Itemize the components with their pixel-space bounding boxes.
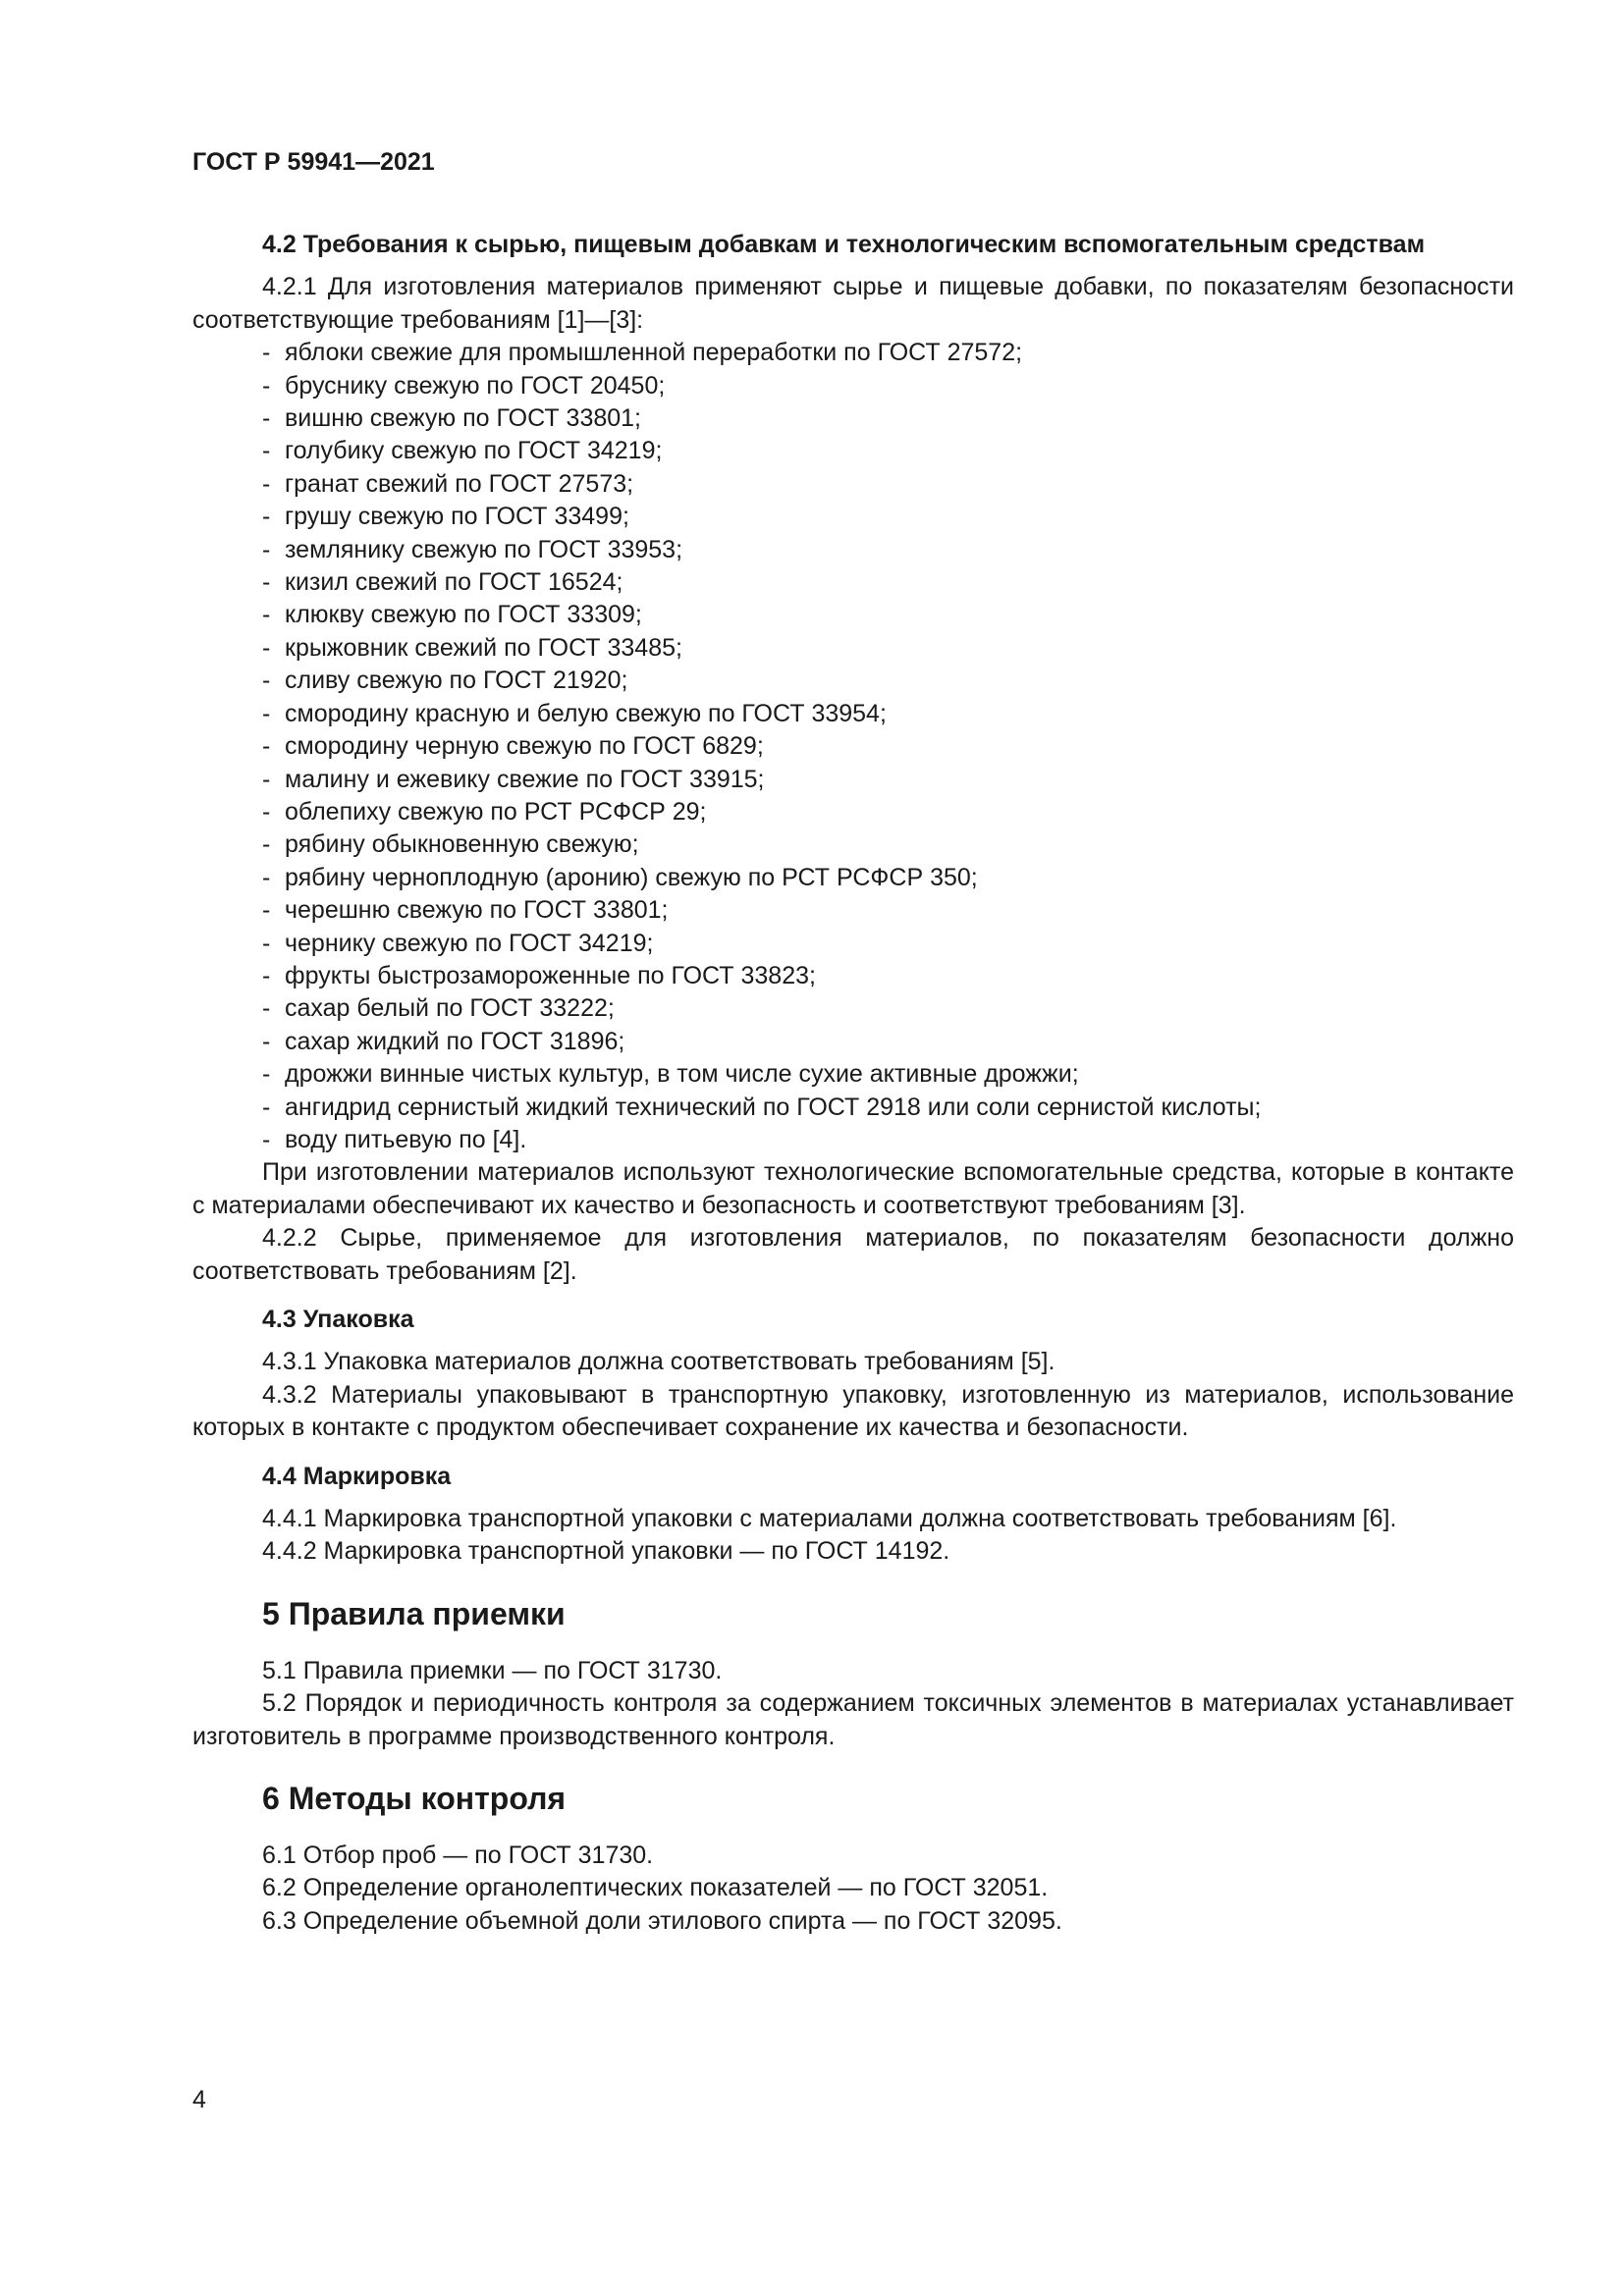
list-bullet: - bbox=[262, 797, 271, 826]
list-item bbox=[192, 501, 1514, 533]
list-bullet: - bbox=[262, 601, 271, 629]
list-bullet: - bbox=[262, 568, 271, 597]
list-item-text: сахар белый по ГОСТ 33222; bbox=[285, 994, 615, 1023]
list-item-text: малину и ежевику свежие по ГОСТ 33915; bbox=[285, 765, 765, 793]
list-item-text: ангидрид сернистый жидкий технический по ГОСТ 2918 или соли сернистой кислоты; bbox=[285, 1093, 1262, 1121]
list-item-text: грушу свежую по ГОСТ 33499; bbox=[285, 503, 629, 531]
list-bullet: - bbox=[262, 830, 271, 859]
list-bullet: - bbox=[262, 1125, 271, 1153]
list-item-text: рябину черноплодную (аронию) свежую по РСТ РСФСР 350; bbox=[285, 863, 978, 891]
list-item-text: яблоки свежие для промышленной переработки по ГОСТ 27572; bbox=[285, 339, 1023, 367]
list-item-text: фрукты быстрозамороженные по ГОСТ 33823; bbox=[285, 961, 816, 989]
list-bullet: - bbox=[262, 863, 271, 891]
list-item bbox=[192, 992, 1514, 1025]
list-item bbox=[192, 566, 1514, 599]
paragraph-4-3-2: 4.3.2 Материалы упаковывают в транспортную упаковку, изготовленную из материалов, использование которых в контакте с продуктом обеспечивает сохранение их качества и безопасности. bbox=[192, 1380, 1514, 1442]
paragraph-5-1: 5.1 Правила приемки — по ГОСТ 31730. bbox=[262, 1656, 723, 1684]
section-4-2-heading: 4.2 Требования к сырью, пищевым добавкам и технологическим вспомогательным средствам bbox=[262, 231, 1426, 258]
list-item bbox=[192, 435, 1514, 467]
list-bullet: - bbox=[262, 765, 271, 793]
paragraph-4-4-1: 4.4.1 Маркировка транспортной упаковки с материалами должна соответствовать требованиям [6]. bbox=[262, 1505, 1397, 1533]
list-bullet: - bbox=[262, 699, 271, 727]
list-bullet: - bbox=[262, 437, 271, 465]
list-item bbox=[192, 337, 1514, 369]
list-item bbox=[192, 698, 1514, 730]
list-item bbox=[192, 534, 1514, 566]
paragraph-6-2: 6.2 Определение органолептических показателей — по ГОСТ 32051. bbox=[262, 1874, 1049, 1902]
list-item bbox=[192, 764, 1514, 796]
list-item bbox=[192, 796, 1514, 828]
raw-materials-list bbox=[192, 337, 1514, 1156]
list-item bbox=[192, 402, 1514, 435]
list-bullet: - bbox=[262, 535, 271, 563]
list-item-text: кизил свежий по ГОСТ 16524; bbox=[285, 568, 623, 597]
spacer bbox=[192, 1493, 1514, 1503]
list-item-text: землянику свежую по ГОСТ 33953; bbox=[285, 535, 683, 563]
paragraph-5-2: 5.2 Порядок и периодичность контроля за содержанием токсичных элементов в материалах устанавливает изготовитель в программе производственного контроля. bbox=[192, 1689, 1514, 1750]
list-item-text: смородину черную свежую по ГОСТ 6829; bbox=[285, 732, 764, 761]
list-item bbox=[192, 730, 1514, 763]
list-item bbox=[192, 1124, 1514, 1156]
list-item bbox=[192, 599, 1514, 631]
spacer bbox=[192, 261, 1514, 271]
list-item-text: чернику свежую по ГОСТ 34219; bbox=[285, 929, 654, 957]
list-item-text: воду питьевую по [4]. bbox=[285, 1125, 527, 1153]
paragraph-aux-means: При изготовлении материалов используют технологические вспомогательные средства, которые в контакте с материалами обеспечивают их качество и безопасность и соответствуют требованиям [3]. bbox=[192, 1158, 1514, 1219]
list-bullet: - bbox=[262, 404, 271, 433]
list-bullet: - bbox=[262, 339, 271, 367]
list-item-text: дрожжи винные чистых культур, в том числе сухие активные дрожжи; bbox=[285, 1060, 1079, 1089]
list-item bbox=[192, 960, 1514, 992]
spacer bbox=[192, 1445, 1514, 1461]
list-item-text: облепиху свежую по РСТ РСФСР 29; bbox=[285, 797, 707, 826]
list-item bbox=[192, 862, 1514, 894]
list-item-text: смородину красную и белую свежую по ГОСТ 33954; bbox=[285, 699, 887, 727]
list-item-text: бруснику свежую по ГОСТ 20450; bbox=[285, 371, 666, 400]
document-header: ГОСТ Р 59941—2021 bbox=[192, 148, 435, 176]
paragraph-4-4-2: 4.4.2 Маркировка транспортной упаковки — по ГОСТ 14192. bbox=[262, 1537, 950, 1566]
spacer bbox=[192, 1336, 1514, 1346]
list-item-text: сахар жидкий по ГОСТ 31896; bbox=[285, 1027, 625, 1055]
list-bullet: - bbox=[262, 1093, 271, 1121]
list-item bbox=[192, 928, 1514, 960]
list-item bbox=[192, 468, 1514, 501]
list-item bbox=[192, 1058, 1514, 1091]
list-bullet: - bbox=[262, 994, 271, 1023]
list-item-text: рябину обыкновенную свежую; bbox=[285, 830, 639, 859]
list-item-text: сливу свежую по ГОСТ 21920; bbox=[285, 667, 628, 695]
list-bullet: - bbox=[262, 469, 271, 498]
list-bullet: - bbox=[262, 961, 271, 989]
paragraph-6-1: 6.1 Отбор проб — по ГОСТ 31730. bbox=[262, 1842, 654, 1870]
spacer bbox=[192, 1288, 1514, 1304]
list-bullet: - bbox=[262, 732, 271, 761]
paragraph-4-3-1: 4.3.1 Упаковка материалов должна соответствовать требованиям [5]. bbox=[262, 1348, 1056, 1376]
list-item bbox=[192, 1092, 1514, 1124]
page-content bbox=[192, 147, 1514, 1938]
list-bullet: - bbox=[262, 633, 271, 662]
list-bullet: - bbox=[262, 896, 271, 925]
list-bullet: - bbox=[262, 503, 271, 531]
list-item-text: гранат свежий по ГОСТ 27573; bbox=[285, 469, 634, 498]
chapter-5-heading: 5 Правила приемки bbox=[262, 1595, 566, 1631]
list-item-text: клюкву свежую по ГОСТ 33309; bbox=[285, 601, 642, 629]
list-bullet: - bbox=[262, 371, 271, 400]
list-item bbox=[192, 1026, 1514, 1058]
list-bullet: - bbox=[262, 1060, 271, 1089]
list-item bbox=[192, 828, 1514, 861]
paragraph-6-3: 6.3 Определение объемной доли этилового спирта — по ГОСТ 32095. bbox=[262, 1906, 1062, 1935]
list-item-text: крыжовник свежий по ГОСТ 33485; bbox=[285, 633, 682, 662]
page-number: 4 bbox=[192, 2086, 206, 2113]
list-item-text: черешню свежую по ГОСТ 33801; bbox=[285, 896, 669, 925]
section-4-4-heading: 4.4 Маркировка bbox=[262, 1462, 452, 1490]
list-item bbox=[192, 665, 1514, 697]
list-bullet: - bbox=[262, 1027, 271, 1055]
list-bullet: - bbox=[262, 667, 271, 695]
list-item bbox=[192, 894, 1514, 927]
list-item-text: голубику свежую по ГОСТ 34219; bbox=[285, 437, 663, 465]
list-item bbox=[192, 370, 1514, 402]
paragraph-4-2-2: 4.2.2 Сырье, применяемое для изготовления материалов, по показателям безопасности должно соответствовать требованиям [2]. bbox=[192, 1224, 1514, 1285]
paragraph-4-2-1: 4.2.1 Для изготовления материалов применяют сырье и пищевые добавки, по показателям безопасности соответствующие требованиям [1]—[3]: bbox=[192, 273, 1514, 334]
chapter-6-heading: 6 Методы контроля bbox=[262, 1781, 567, 1817]
list-bullet: - bbox=[262, 929, 271, 957]
list-item bbox=[192, 632, 1514, 665]
list-item-text: вишню свежую по ГОСТ 33801; bbox=[285, 404, 642, 433]
section-4-3-heading: 4.3 Упаковка bbox=[262, 1306, 414, 1333]
